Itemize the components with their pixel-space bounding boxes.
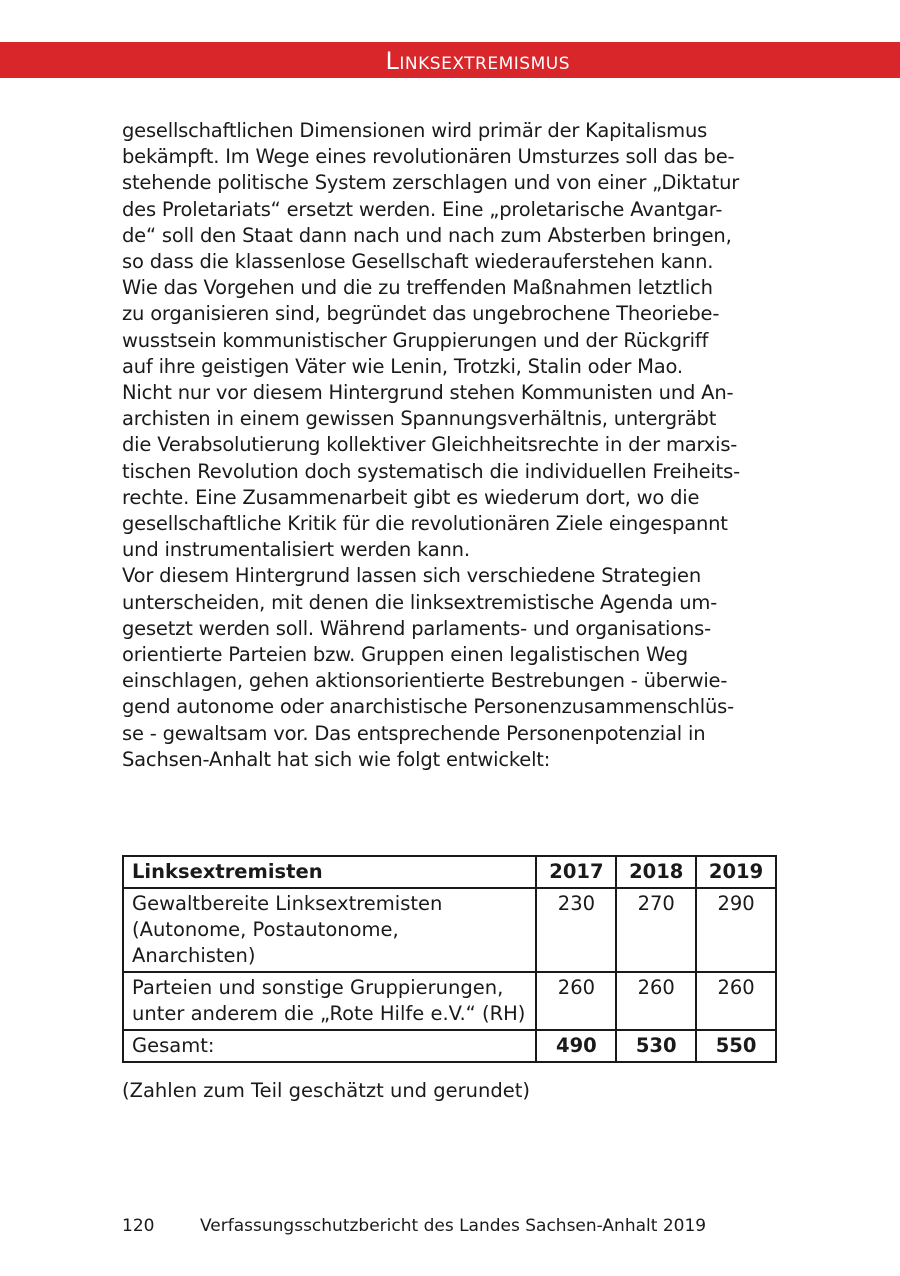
row-label-line: Gewaltbereite Linksextremisten: [132, 892, 443, 915]
text-line: und instrumentalisiert werden kann.: [122, 538, 470, 562]
text-line: archisten in einem gewissen Spannungsverhältnis, untergräbt: [122, 407, 717, 431]
text-line: Vor diesem Hintergrund lassen sich verschiedene Strategien: [122, 564, 701, 588]
row-label: [123, 972, 536, 1030]
text-line: orientierte Parteien bzw. Gruppen einen legalistischen Weg: [122, 643, 688, 667]
row-label: [123, 888, 536, 972]
text-line: wusstsein kommunistischer Gruppierungen und der Rückgriff: [122, 328, 709, 352]
text-line: Wie das Vorgehen und die zu treffenden Maßnahmen letztlich: [122, 276, 713, 300]
text-line: stehende politische System zerschlagen und von einer „Diktatur: [122, 171, 740, 195]
body-text: [122, 118, 782, 773]
row-label-line: Parteien und sonstige Gruppierungen,: [132, 976, 504, 999]
text-line: gesetzt werden soll. Während parlaments- und organisations-: [122, 616, 711, 640]
text-line: rechte. Eine Zusammenarbeit gibt es wiederum dort, wo die: [122, 485, 700, 509]
section-title: Linksextremismus: [385, 47, 570, 75]
total-value: 490: [536, 1030, 616, 1062]
text-line: gesellschaftlichen Dimensionen wird primär der Kapitalismus: [122, 119, 708, 142]
text-line: so dass die klassenlose Gesellschaft wiederauferstehen kann.: [122, 250, 714, 274]
table-header-row: [123, 856, 776, 888]
publication-title: Verfassungsschutzbericht des Landes Sachsen-Anhalt 2019: [200, 1216, 707, 1236]
table-total-row: [123, 1030, 776, 1062]
row-value: 230: [536, 888, 616, 972]
text-line: de“ soll den Staat dann nach und nach zum Absterben bringen,: [122, 223, 732, 247]
table-note: (Zahlen zum Teil geschätzt und gerundet): [122, 1079, 530, 1102]
table-row: [123, 888, 776, 972]
text-line: unterscheiden, mit denen die linksextremistische Agenda um-: [122, 590, 718, 614]
table-header-year: 2019: [696, 856, 776, 888]
row-label-line: unter anderem die „Rote Hilfe e.V.“ (RH): [132, 1002, 526, 1025]
page-footer: [122, 1215, 706, 1237]
text-line: tischen Revolution doch systematisch die individuellen Freiheits-: [122, 459, 740, 483]
page-number: 120: [122, 1216, 155, 1236]
text-line: des Proletariats“ ersetzt werden. Eine „proletarische Avantgar-: [122, 197, 723, 221]
total-label: Gesamt:: [123, 1030, 536, 1062]
text-line: auf ihre geistigen Väter wie Lenin, Trotzki, Stalin oder Mao.: [122, 354, 683, 378]
table-row: [123, 972, 776, 1030]
text-line: einschlagen, gehen aktionsorientierte Bestrebungen - überwie-: [122, 669, 728, 693]
text-line: Sachsen-Anhalt hat sich wie folgt entwickelt:: [122, 747, 551, 771]
row-label-line: Anarchisten): [132, 944, 256, 967]
row-value: 260: [616, 972, 696, 1030]
row-label-line: (Autonome, Postautonome,: [132, 918, 399, 941]
text-line: bekämpft. Im Wege eines revolutionären Umsturzes soll das be-: [122, 145, 735, 169]
table-header-year: 2018: [616, 856, 696, 888]
table-header-year: 2017: [536, 856, 616, 888]
text-line: Nicht nur vor diesem Hintergrund stehen Kommunisten und An-: [122, 381, 734, 405]
text-line: se - gewaltsam vor. Das entsprechende Personenpotenzial in: [122, 721, 706, 745]
row-value: 260: [536, 972, 616, 1030]
text-line: gesellschaftliche Kritik für die revolutionären Ziele eingespannt: [122, 512, 728, 536]
total-value: 530: [616, 1030, 696, 1062]
row-value: 260: [696, 972, 776, 1030]
row-value: 270: [616, 888, 696, 972]
personenpotenzial-table: [122, 855, 777, 1063]
text-line: zu organisieren sind, begründet das ungebrochene Theoriebe-: [122, 302, 720, 326]
text-line: die Verabsolutierung kollektiver Gleichheitsrechte in der marxis-: [122, 433, 738, 457]
row-value: 290: [696, 888, 776, 972]
text-line: gend autonome oder anarchistische Personenzusammenschlüs-: [122, 695, 734, 719]
total-value: 550: [696, 1030, 776, 1062]
table-header-label: Linksextremisten: [123, 856, 536, 888]
